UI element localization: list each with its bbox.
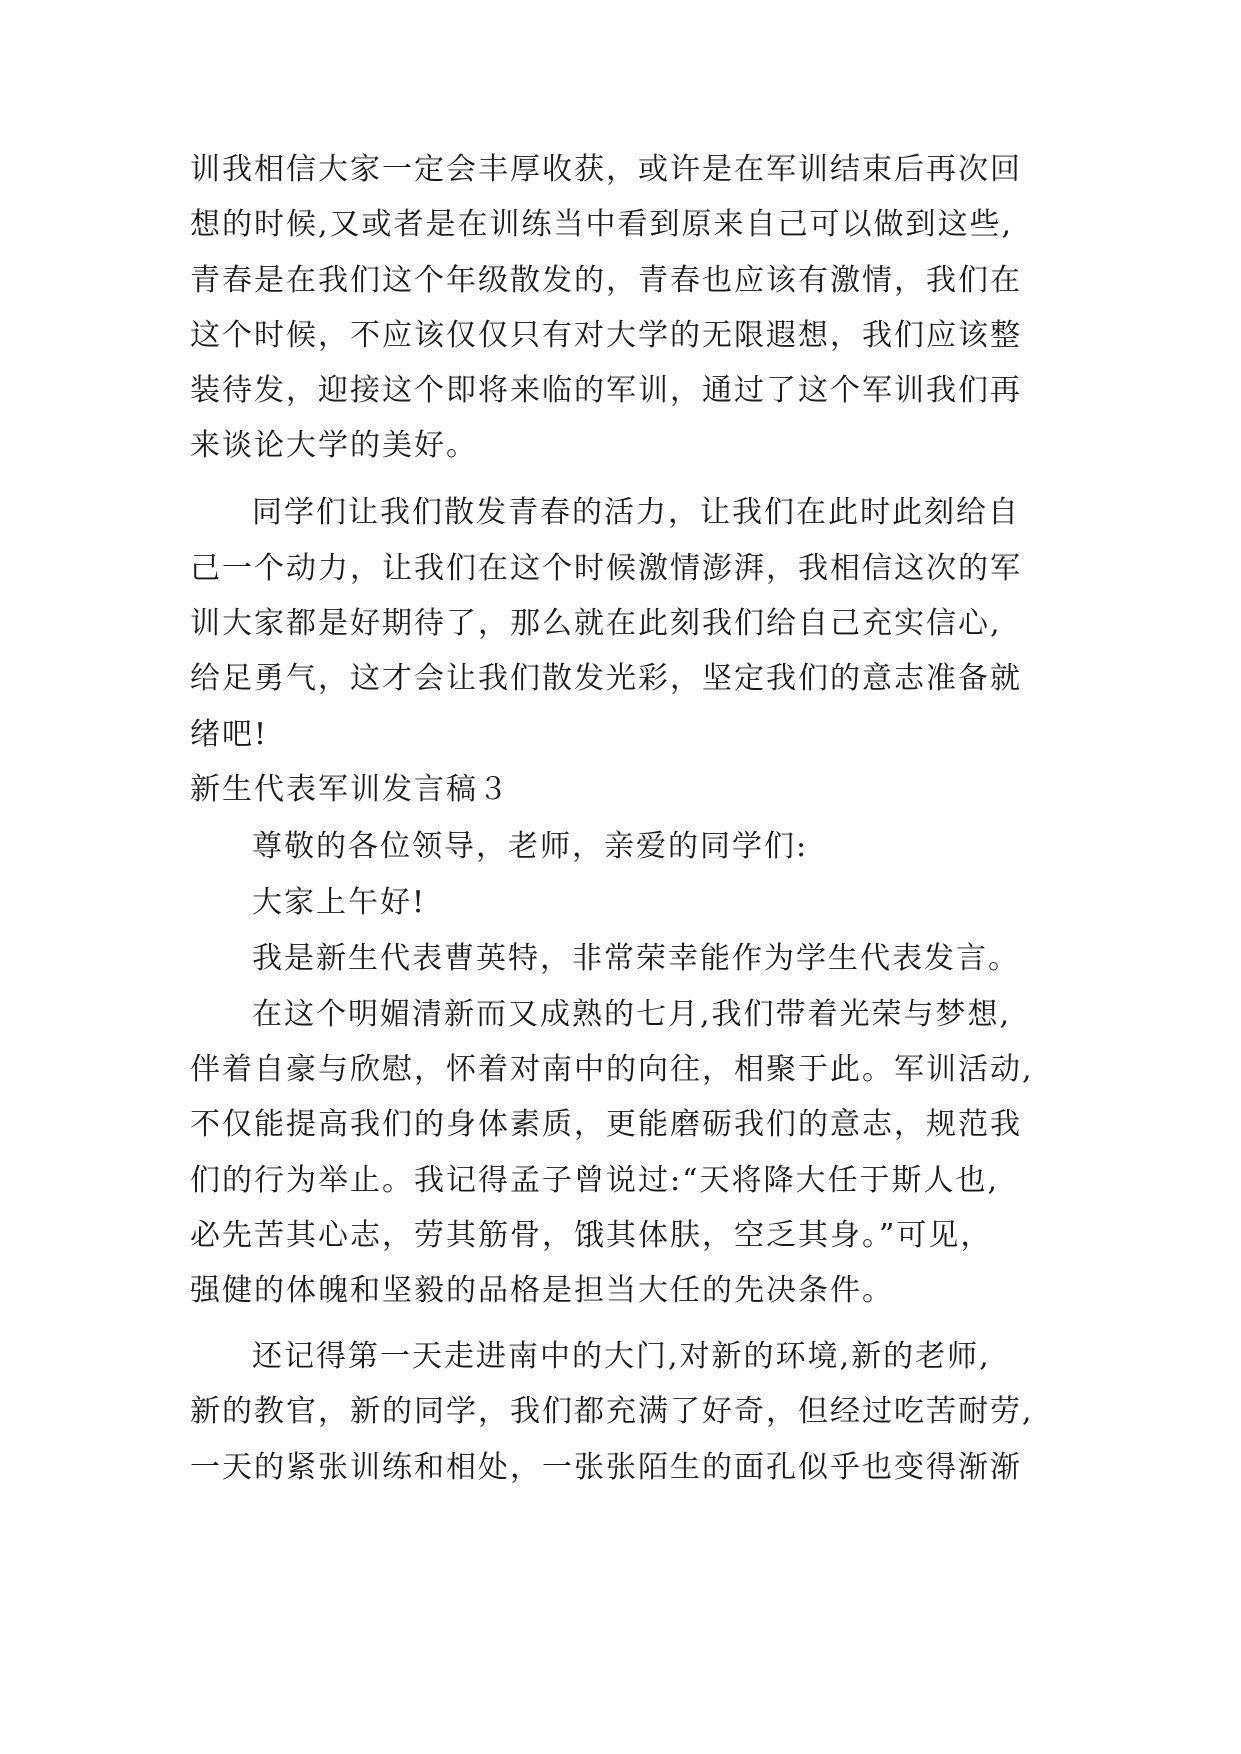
text-line: 强健的体魄和坚毅的品格是担当大任的先决条件。: [190, 1273, 894, 1308]
text-line: 伴着自豪与欣慰，怀着对南中的向往，相聚于此。军训活动,: [190, 1052, 1034, 1087]
text-line: 必先苦其心志，劳其筋骨，饿其体肤，空乏其身。”可见，: [190, 1218, 993, 1253]
section-heading: 新生代表军训发言稿３: [190, 772, 510, 807]
text-line: 不仅能提高我们的身体素质，更能磨砺我们的意志，规范我: [190, 1107, 1022, 1142]
text-line: 想的时候,又或者是在训练当中看到原来自己可以做到这些,: [190, 207, 1014, 242]
salutation-line: 尊敬的各位领导，老师，亲爱的同学们:: [252, 829, 809, 864]
paragraph-start-line: 我是新生代表曹英特，非常荣幸能作为学生代表发言。: [252, 941, 1020, 976]
paragraph-start-line: 在这个明媚清新而又成熟的七月,我们带着光荣与梦想,: [252, 997, 1012, 1032]
text-line: 训大家都是好期待了，那么就在此刻我们给自己充实信心,: [190, 606, 1002, 641]
text-line: 绪吧!: [190, 717, 269, 752]
text-line: 青春是在我们这个年级散发的，青春也应该有激情，我们在: [190, 263, 1022, 298]
text-line: 来谈论大学的美好。: [190, 428, 478, 463]
text-line: 训我相信大家一定会丰厚收获，或许是在军训结束后再次回: [190, 152, 1022, 187]
text-line: 们的行为举止。我记得孟子曾说过:“天将降大任于斯人也,: [190, 1163, 999, 1198]
paragraph-start-line: 同学们让我们散发青春的活力，让我们在此时此刻给自: [252, 495, 1020, 530]
text-line: 新的教官，新的同学，我们都充满了好奇，但经过吃苦耐劳,: [190, 1394, 1034, 1429]
text-line: 己一个动力，让我们在这个时候激情澎湃，我相信这次的军: [190, 551, 1022, 586]
greeting-line: 大家上午好!: [252, 885, 427, 920]
text-line: 这个时候，不应该仅仅只有对大学的无限遐想，我们应该整: [190, 318, 1022, 353]
text-line: 装待发，迎接这个即将来临的军训，通过了这个军训我们再: [190, 373, 1022, 408]
text-line: 一天的紧张训练和相处，一张张陌生的面孔似乎也变得渐渐: [190, 1450, 1022, 1485]
text-line: 给足勇气，这才会让我们散发光彩，坚定我们的意志准备就: [190, 661, 1022, 696]
paragraph-start-line: 还记得第一天走进南中的大门,对新的环境,新的老师,: [252, 1339, 991, 1374]
